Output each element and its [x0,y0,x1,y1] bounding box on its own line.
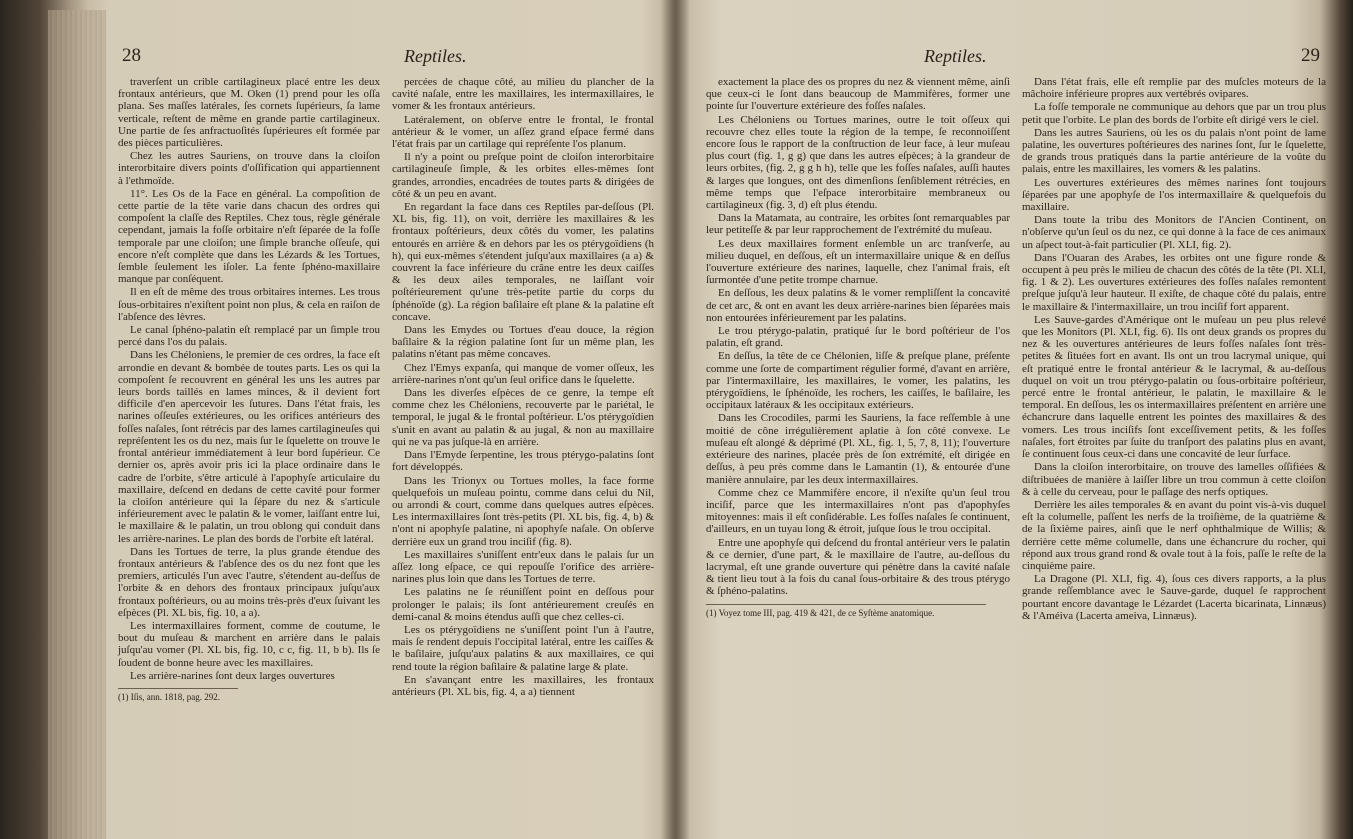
paragraph: Entre une apophyſe qui deſcend du frontal antérieur vers le palatin & ce dernier, d'une part, & le maxillaire de l'autre, au-deſſous du lacrymal, eſt une grande ouverture qui pénètre dans la cavité naſale & tient lieu tout à la fois du canal ſous-orbitaire & des trous ptérygo & ſphéno-palatins. [706,536,1010,598]
paragraph: En s'avançant entre les maxillaires, les frontaux antérieurs (Pl. XL bis, fig. 4, a a) tiennent [392,673,654,698]
page-edges [48,10,106,839]
right-running-title: Reptiles. [924,46,987,66]
paragraph: Les os ptérygoïdiens ne s'uniſſent point l'un à l'autre, mais ſe rendent depuis l'occipital latéral, entre les caiſſes & le baſilaire, juſqu'aux palatins & aux maxillaires, ce qui rend toute la région baſilaire & palatine large & plate. [392,623,654,673]
paragraph: Dans les Tortues de terre, la plus grande étendue des frontaux antérieurs & l'abſence des os du nez font que les premiers, articulés l'un avec l'autre, s'étendent au-deſſus de l'orbite & en dehors des frontaux principaux juſqu'aux frontaux poſtérieurs, ou au moins très-près d'eux ſuivant les eſpèces (Pl. XL bis, fig. 10, a a). [118,545,380,619]
right-column-2 [1022,76,1326,623]
paragraph: Dans les Trionyx ou Tortues molles, la face forme quelquefois un muſeau pointu, comme dans celui du Nil, ou arrondi & court, comme dans quelques autres eſpèces. Les intermaxillaires ſont très-petits (Pl. XL bis, fig. 4, b) & n'ont ni apophyſe palatine, ni apophyſe naſale. On obſerve derrière eux un grand trou inciſif (fig. 8). [392,474,654,548]
paragraph: Chez les autres Sauriens, on trouve dans la cloiſon interorbitaire divers points d'oſſification qui appartiennent à l'ethmoïde. [118,150,380,187]
paragraph: traverſent un crible cartilagineux placé entre les deux frontaux antérieurs, que M. Oken (1) prend pour les oſſa plana. Ses maſſes latérales, ſes cornets ſupérieurs, ſa lame verticale, reſtent de même en grande partie cartilagineux. Une partie de ſes anfractuoſités ſupérieures eſt formée par des pièces particulières. [118,76,380,150]
paragraph: Dans les Chéloniens, le premier de ces ordres, la face eſt arrondie en devant & bombée de toutes parts. Les os qui la compoſent ſe recouvrent en général les uns les autres par leurs bords taillés en lames minces, & il devient fort difficile d'en apercevoir les ſutures. Dans l'état frais, les narines oſſeuſes extérieures, ou les orifices antérieurs des foſſes naſales, ſont rétrécis par des lames cartilagineuſes qui repréſentent les os du nez, mais ſur le ſquelette on trouve le frontal antérieur immédiatement à leur bord ſupérieur. Ce dernier os, après avoir pris ici la place ordinaire dans le cadre de l'orbite, s'être articulé à l'apophyſe articulaire du maxillaire, deſcend en dedans de cette cavité pour former la cloiſon antérieure qui la ſépare du nez & s'articule inférieurement avec le palatin & le vomer, laiſſant entre lui, le maxillaire & le palatin, un trou oblong qui conduit dans les arrière-narines. Le plan des bords de l'orbite eſt latéral. [118,349,380,545]
paragraph: Il n'y a point ou preſque point de cloiſon interorbitaire cartilagineuſe ſimple, & les orbites elles-mêmes ſont grandes, arrondies, encadrées de toutes parts & dirigées de côté & un peu en avant. [392,151,654,200]
paragraph: exactement la place des os propres du nez & viennent même, ainſi que ceux-ci le ſont dans beaucoup de Mammifères, former une pointe ſur l'ouverture extérieure des foſſes naſales. [706,76,1010,113]
paragraph: Les Chéloniens ou Tortues marines, outre le toit oſſeux qui recouvre chez elles toute la région de la tempe, ſe reconnoiſſent encore ſous le rapport de la conſtruction de leur face, à leur muſeau plus court (fig. 1, g g) que dans les autres eſpèces; à la grandeur de leurs orbites, (fig. 2, g g h h), telle que les foſſes naſales, auſſi hautes & larges que longues, ont des dimenſions ſenſiblement rétrécies, en même temps que l'eſpace interorbitaire membraneux ou cartilagineux (fig. 3, d) eſt plus étendu. [706,113,1010,212]
paragraph: Latéralement, on obſerve entre le frontal, le frontal antérieur & le vomer, un aſſez grand eſpace fermé dans l'état frais par un cartilage qui repréſente l'os planum. [392,113,654,151]
paragraph: Dans toute la tribu des Monitors de l'Ancien Continent, on n'obſerve qu'un ſeul os du nez, ce qui donne à la face de ces animaux un aſpect tout-à-fait particulier (Pl. XLI, fig. 2). [1022,214,1326,251]
paragraph: Les maxillaires s'uniſſent entr'eux dans le palais ſur un aſſez long eſpace, ce qui repouſſe l'orifice des arrière-narines plus loin que dans les Tortues de terre. [392,548,654,586]
paragraph: Dans les autres Sauriens, où les os du palais n'ont point de lame palatine, les ouvertures poſtérieures des narines ſont, ſur le ſquelette, de grands trous pratiqués dans la partie antérieure de la voûte du palais, entre les maxillaires, les vomers & les palatins. [1022,126,1326,176]
footnote: (1) Iſis, ann. 1818, pag. 292. [118,688,238,702]
paragraph: Le canal ſphéno-palatin eſt remplacé par un ſimple trou percé dans l'os du palais. [118,324,380,349]
right-page-header [706,45,1326,76]
left-page [118,45,654,702]
paragraph: Il en eſt de même des trous orbitaires internes. Les trous ſous-orbitaires n'exiſtent point non plus, & cela en raiſon de l'abſence des lèvres. [118,286,380,323]
paragraph: Dans les Emydes ou Tortues d'eau douce, la région baſilaire & la région palatine ſont ſur un même plan, les palatins n'étant pas même concaves. [392,324,654,361]
paragraph: Comme chez ce Mammifère encore, il n'exiſte qu'un ſeul trou inciſif, parce que les intermaxillaires n'ont pas d'apophyſes mitoyennes: mais il eſt conſidérable. Les foſſes naſales ſe continuent, d'ailleurs, en un tuyau long & étroit, juſque ſous le trou occipital. [706,486,1010,536]
left-page-header [118,45,654,76]
paragraph: Les palatins ne ſe réuniſſent point en deſſous pour prolonger le palais; ils ſont antérieurement creuſés en demi-canal & moins étendus auſſi que chez celles-ci. [392,586,654,623]
paragraph: La foſſe temporale ne communique au dehors que par un trou plus petit que l'orbite. Le plan des bords de l'orbite eſt dirigé vers le ciel. [1022,101,1326,126]
right-page-number: 29 [1301,45,1320,66]
paragraph: Les Sauve-gardes d'Amérique ont le muſeau un peu plus relevé que les Monitors (Pl. XLI, fig. 6). Ils ont deux grands os propres du nez & les ouvertures antérieures de leurs foſſes naſales ſont très-petites & ſituées fort en avant. Ils ont un trou lacrymal unique, qui eſt pratiqué entre le frontal antérieur & le lacrymal, & au-deſſous duquel on voit un trou ptérygo-palatin ou ſous-orbitaire poſtérieur, percé entre le frontal antérieur, le palatin, le maxillaire & le temporal. En deſſous, les os intermaxillaires préſentent en arrière une échancrure dans laquelle entrent les pointes des maxillaires & des vomers. Les trous inciſifs ſont exceſſivement petits, & les foſſes naſales, fort étroites par ſuite du tranſport des palatins plus en avant, ſe continuent ſous ceux-ci dans une concavité de leur ſurface. [1022,313,1326,461]
paragraph: Les ouvertures extérieures des mêmes narines ſont toujours ſéparées par une apophyſe de l'os intermaxillaire & quelquefois du maxillaire. [1022,176,1326,214]
paragraph: Dans l'Emyde ſerpentine, les trous ptérygo-palatins ſont fort développés. [392,449,654,474]
paragraph: Chez l'Emys expanſa, qui manque de vomer oſſeux, les arrière-narines n'ont qu'un ſeul orifice dans le ſquelette. [392,361,654,386]
paragraph: Dans les Crocodiles, parmi les Sauriens, la face reſſemble à une moitié de cône irrégulièrement aplatie à ſon côté convexe. Le muſeau eſt alongé & déprimé (Pl. XL, fig. 1, 5, 7, 8, 11); l'ouverture extérieure des narines, placée près de ſon extrémité, eſt dirigée en deſſus, à peu près comme dans le Lamantin (1), & entourée d'une manière annulaire, par les deux intermaxillaires. [706,412,1010,486]
paragraph: En regardant la face dans ces Reptiles par-deſſous (Pl. XL bis, fig. 11), on voit, derrière les maxillaires & les frontaux poſtérieurs, deux côtés du vomer, les palatins entourés en arrière & en dehors par les os ptérygoïdiens (h h), qui eux-mêmes s'étendent juſqu'aux maxillaires (a a) & couvrent la face inférieure du crâne entre les deux caiſſes & les deux ailes temporales, ne laiſſant voir poſtérieurement qu'une très-petite partie du corps du ſphénoïde (g). La région baſilaire eſt plane & la palatine eſt concave. [392,201,654,323]
paragraph: Dans la Matamata, au contraire, les orbites ſont remarquables par leur petiteſſe & par leur rapprochement de l'extrémité du muſeau. [706,212,1010,237]
paragraph: percées de chaque côté, au milieu du plancher de la cavité naſale, entre les maxillaires, les intermaxillaires, le vomer & les frontaux antérieurs. [392,76,654,113]
right-page [706,45,1326,623]
paragraph: Les arrière-narines ſont deux larges ouvertures [130,669,335,682]
paragraph: Les intermaxillaires forment, comme de coutume, le bout du muſeau & marchent en arrière dans le palais juſqu'au vomer (Pl. XL bis, fig. 10, c c, fig. 11, b b). Ils ſe ſoudent de bonne heure avec les maxillaires. [118,619,380,669]
paragraph: Les deux maxillaires forment enſemble un arc tranſverſe, au milieu duquel, en deſſous, eſt un intermaxillaire unique & en deſſus l'ouverture extérieure des narines, laquelle, chez l'animal frais, eſt ſurmontée d'une petite trompe charnue. [706,237,1010,287]
paragraph: En deſſous, les deux palatins & le vomer rempliſſent la concavité de cet arc, & ont en avant les deux arrière-narines bien ſéparées mais non entourées inférieurement par les palatins. [706,287,1010,324]
book-gutter [660,0,690,839]
left-page-number: 28 [122,45,141,66]
footnote: (1) Voyez tome III, pag. 419 & 421, de ce Syſtème anatomique. [706,604,986,618]
right-column-1 [706,76,1010,623]
left-running-title: Reptiles. [404,46,467,66]
paragraph: Dans l'état frais, elle eſt remplie par des muſcles moteurs de la mâchoire inférieure propres aux vertébrés ovipares. [1022,76,1326,101]
paragraph: Dans l'Ouaran des Arabes, les orbites ont une figure ronde & occupent à peu près le milieu de chacun des côtés de la tête (Pl. XLI, fig. 1 & 2). Les ouvertures extérieures des foſſes naſales remontent preſque juſqu'à leur hauteur. Il exiſte, de chaque côté du palais, entre le maxillaire & l'intermaxillaire, un trou inciſif fort apparent. [1022,251,1326,313]
paragraph: La Dragone (Pl. XLI, fig. 4), ſous ces divers rapports, a la plus grande reſſemblance avec le Sauve-garde, duquel ſe rapprochent pourtant encore davantage le Lézardet (Lacerta bicarinata, Linnæus) & l'Améiva (Lacerta ameiva, Linnæus). [1022,573,1326,622]
paragraph: Le trou ptérygo-palatin, pratiqué ſur le bord poſtérieur de l'os palatin, eſt grand. [706,325,1010,350]
paragraph: Derrière les ailes temporales & en avant du point vis-à-vis duquel eſt la columelle, paſſent les nerfs de la troiſième, de la quatrième & de la ſixième paires, ainſi que le nerf ophthalmique de Willis; & derrière cette même columelle, dans une échancrure du rocher, qui répond aux trous grand rond & ovale tout à la fois, paſſe le reſte de la cinquième paire. [1022,498,1326,572]
left-column-2 [392,76,654,702]
paragraph: 11°. Les Os de la Face en général. La compoſition de cette partie de la tête varie dans chacun des ordres qui compoſent la claſſe des Reptiles. Chez tous, règle générale cependant, jamais la foſſe orbitaire n'eſt ſéparée de la foſſe temporale par une cloiſon; une ſimple branche oſſeuſe, qui encore n'eſt complète que dans les Lézards & les Tortues, ſemble ſeulement les iſoler. La fente ſphéno-maxillaire manque par conſéquent. [118,187,380,286]
paragraph: Dans la cloiſon interorbitaire, on trouve des lamelles oſſifiées & diſtribuées de manière à laiſſer libre un trou commun à cette cloiſon & à celle du cerveau, pour le paſſage des nerfs optiques. [1022,461,1326,498]
paragraph: Dans les diverſes eſpèces de ce genre, la tempe eſt comme chez les Chéloniens, recouverte par le pariétal, le temporal, le jugal & le frontal poſtérieur. L'os ptérygoïdien s'unit en avant au palatin & au jugal, & non au maxillaire qui ne va pas juſque-là en arrière. [392,387,654,448]
left-column-1 [118,76,380,702]
paragraph: En deſſus, la tête de ce Chélonien, liſſe & preſque plane, préſente comme une ſorte de compartiment régulier formé, d'avant en arrière, par l'intermaxillaire, les maxillaires, le vomer, les palatins, les ptérygoïdiens, le ſphénoïde, les rochers, les caiſſes, le baſilaire, les occipitaux latéraux & les occipitaux extérieurs. [706,350,1010,412]
